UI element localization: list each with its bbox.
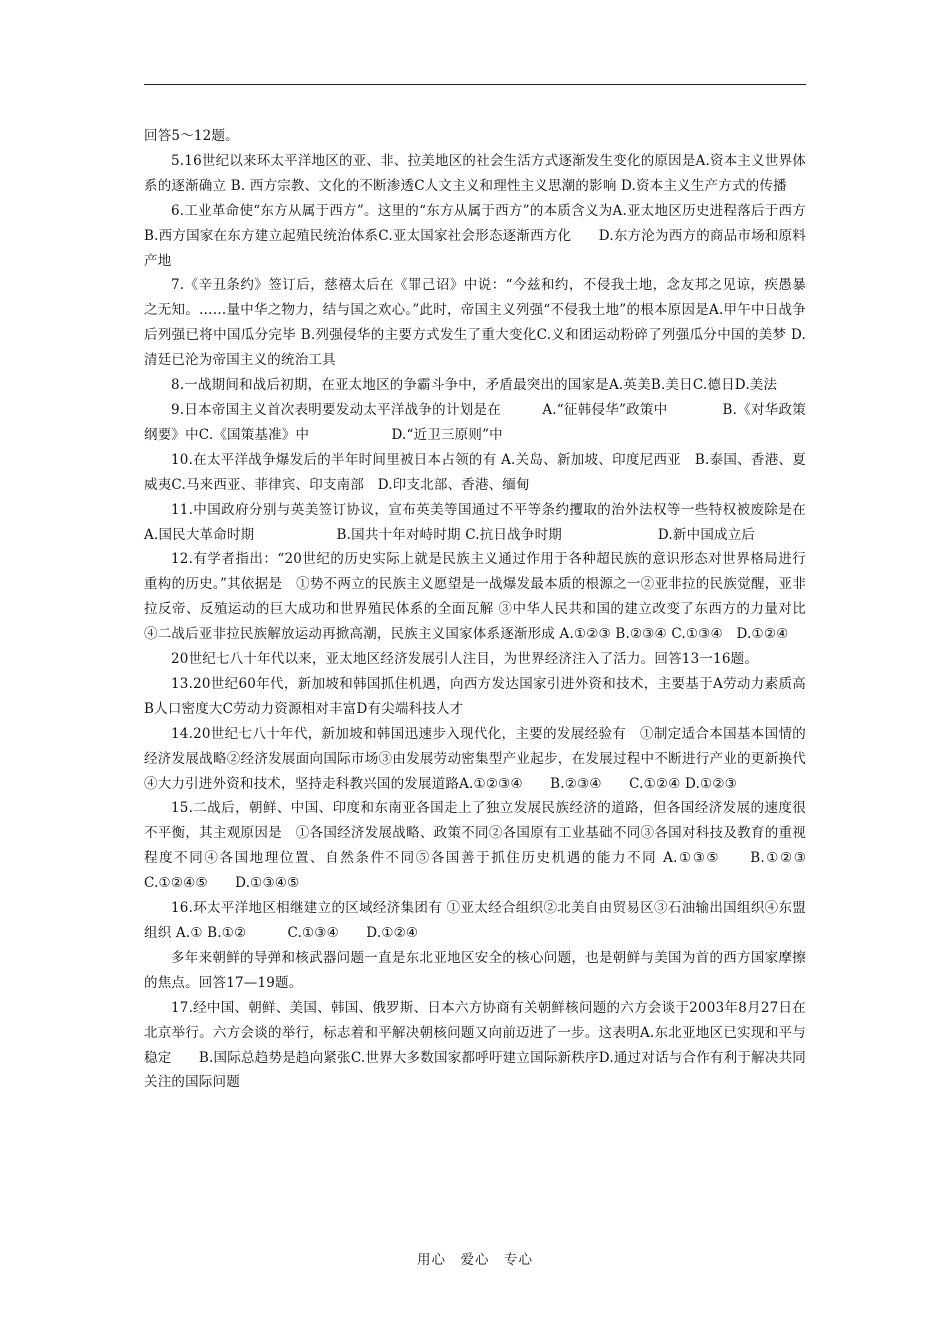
question-8: 8.一战期间和战后初期，在亚太地区的争霸斗争中，矛盾最突出的国家是A.英美B.美日C.德日D.美法	[171, 377, 778, 394]
question-9: 9.日本帝国主义首次表明要发动太平洋战争的计划是在 A.“征韩侵华”政策中 B.《对华政策纲要》中C.《国策基准》中 D.“近卫三原则”中	[144, 401, 806, 443]
question-11: 11.中国政府分别与英美签订协议，宣布英美等国通过不平等条约攫取的治外法权等一些特权被废除是在 A.国民大革命时期 B.国共十年对峙时期 C.抗日战争时期 D.新中国成立后	[144, 501, 806, 543]
question-7: 7.《辛丑条约》签订后，慈禧太后在《罪己诏》中说：“今兹和约，不侵我土地，念友邦之见谅，疾愚暴之无知。……量中华之物力，结与国之欢心。”此时，帝国主义列强“不侵我土地”的根本原因是A.甲午中日战争后列强已将中国瓜分完毕 B.列强侵华的主要方式发生了重大变化C.义和团运动粉碎了列强瓜分中国的美梦 D.清廷已沦为帝国主义的统治工具	[144, 277, 806, 369]
intro-line: 回答5～12题。	[144, 128, 239, 144]
question-13: 13.20世纪60年代，新加坡和韩国抓住机遇，向西方发达国家引进外资和技术，主要基于A劳动力素质高 B人口密度大C劳动力资源相对丰富D有尖端科技人才	[144, 675, 875, 717]
question-14: 14.20世纪七八十年代，新加坡和韩国迅速步入现代化，主要的发展经验有 ①制定适合本国基本国情的经济发展战略②经济发展面向国际市场③由发展劳动密集型产业起步，在发展过程中不断进行产业的更新换代④大力引进外资和技术，坚持走科教兴国的发展道路A.①②③④ B.②③④ C.①②④ D.①②③	[144, 725, 806, 792]
page-content	[144, 124, 875, 1095]
section-intro-13-16: 20世纪七八十年代以来，亚太地区经济发展引人注目，为世界经济注入了活力。回答13一16题。	[171, 651, 759, 668]
header-rule	[144, 84, 806, 85]
section-intro-17-19: 多年来朝鲜的导弹和核武器问题一直是东北亚地区安全的核心问题，也是朝鲜与美国为首的西方国家摩擦的焦点。回答17—19题。	[144, 949, 806, 991]
question-15: 15.二战后，朝鲜、中国、印度和东南亚各国走上了独立发展民族经济的道路，但各国经济发展的速度很不平衡，其主观原因是 ①各国经济发展战略、政策不同②各国原有工业基础不同③各国对科技及教育的重视程度不同④各国地理位置、自然条件不同⑤各国善于抓住历史机遇的能力不同 A.①③⑤ B.①②③ C.①②④⑤ D.①③④⑤	[144, 800, 820, 892]
question-6: 6.工业革命使“东方从属于西方”。这里的“东方从属于西方”的本质含义为A.亚太地区历史进程落后于西方 B.西方国家在东方建立起殖民统治体系C.亚太国家社会形态逐渐西方化 D.东方沦为西方的商品市场和原料产地	[144, 202, 820, 269]
question-17: 17.经中国、朝鲜、美国、韩国、俄罗斯、日本六方协商有关朝鲜核问题的六方会谈于2003年8月27日在北京举行。六方会谈的举行，标志着和平解决朝核问题又向前迈进了一步。这表明A.东北亚地区已实现和平与稳定 B.国际总趋势是趋向紧张C.世界大多数国家都呼吁建立国际新秩序D.通过对话与合作有利于解决共同关注的国际问题	[144, 999, 806, 1091]
page-footer: 用心 爱心 专心	[417, 1252, 533, 1268]
question-12: 12.有学者指出：“20世纪的历史实际上就是民族主义通过作用于各种超民族的意识形态对世界格局进行重构的历史。”其依据是 ①势不两立的民族主义愿望是一战爆发最本质的根源之一②亚非拉的民族觉醒，亚非拉反帝、反殖运动的巨大成功和世界殖民体系的全面瓦解 ③中华人民共和国的建立改变了东西方的力量对比④二战后亚非拉民族解放运动再掀高潮，民族主义国家体系逐渐形成 A.①②③ B.②③④ C.①③④ D.①②④	[144, 551, 806, 643]
question-10: 10.在太平洋战争爆发后的半年时间里被日本占领的有 A.关岛、新加坡、印度尼西亚 B.泰国、香港、夏威夷C.马来西亚、菲律宾、印支南部 D.印支北部、香港、缅甸	[144, 451, 806, 493]
question-5: 5.16世纪以来环太平洋地区的亚、非、拉美地区的社会生活方式逐渐发生变化的原因是A.资本主义世界体系的逐渐确立 B. 西方宗教、文化的不断渗透C人文主义和理性主义思潮的影响 D.资本主义生产方式的传播	[144, 152, 806, 194]
question-16: 16.环太平洋地区相继建立的区域经济集团有 ①亚太经合组织②北美自由贸易区③石油输出国组织④东盟组织 A.① B.①② C.①③④ D.①②④	[144, 900, 806, 941]
